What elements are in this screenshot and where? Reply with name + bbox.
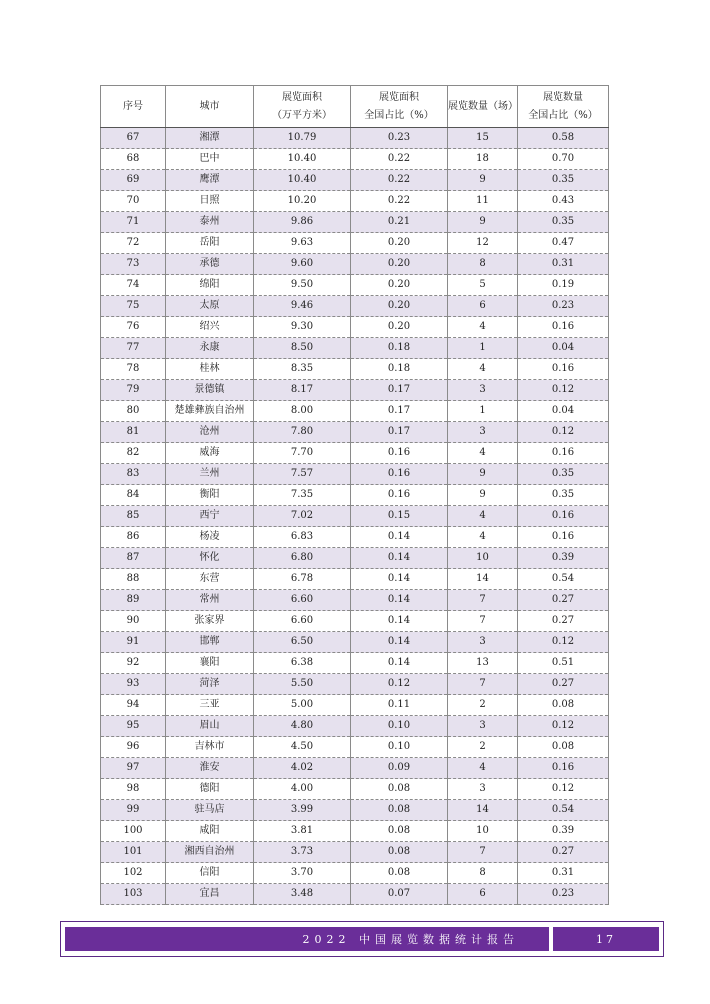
cell-count: 1 bbox=[448, 338, 518, 359]
cell-count: 10 bbox=[448, 821, 518, 842]
cell-count-share: 0.27 bbox=[518, 842, 609, 863]
cell-area: 10.40 bbox=[254, 149, 351, 170]
cell-count-share: 0.12 bbox=[518, 632, 609, 653]
cell-count-share: 0.16 bbox=[518, 317, 609, 338]
cell-count-share: 0.12 bbox=[518, 779, 609, 800]
table-row bbox=[101, 317, 609, 338]
cell-area: 10.79 bbox=[254, 128, 351, 149]
cell-area-share: 0.10 bbox=[351, 737, 448, 758]
header-area: 展览面积 （万平方米） bbox=[254, 86, 351, 128]
table-row bbox=[101, 737, 609, 758]
cell-area: 6.50 bbox=[254, 632, 351, 653]
cell-area-share: 0.20 bbox=[351, 275, 448, 296]
table-row bbox=[101, 149, 609, 170]
cell-count: 9 bbox=[448, 464, 518, 485]
cell-count-share: 0.16 bbox=[518, 758, 609, 779]
cell-index: 99 bbox=[101, 800, 166, 821]
cell-area: 5.00 bbox=[254, 695, 351, 716]
cell-count-share: 0.35 bbox=[518, 464, 609, 485]
cell-area: 3.48 bbox=[254, 884, 351, 905]
cell-area: 7.02 bbox=[254, 506, 351, 527]
cell-area: 3.70 bbox=[254, 863, 351, 884]
cell-index: 103 bbox=[101, 884, 166, 905]
cell-count-share: 0.27 bbox=[518, 611, 609, 632]
cell-index: 79 bbox=[101, 380, 166, 401]
cell-city: 太原 bbox=[166, 296, 254, 317]
table-row bbox=[101, 590, 609, 611]
table-body bbox=[101, 128, 609, 905]
cell-city: 永康 bbox=[166, 338, 254, 359]
cell-area: 6.80 bbox=[254, 548, 351, 569]
cell-count: 7 bbox=[448, 674, 518, 695]
cell-area-share: 0.18 bbox=[351, 338, 448, 359]
cell-count: 8 bbox=[448, 863, 518, 884]
cell-count: 4 bbox=[448, 506, 518, 527]
cell-index: 94 bbox=[101, 695, 166, 716]
cell-count-share: 0.43 bbox=[518, 191, 609, 212]
cell-area-share: 0.11 bbox=[351, 695, 448, 716]
cell-city: 眉山 bbox=[166, 716, 254, 737]
cell-area-share: 0.08 bbox=[351, 779, 448, 800]
cell-count: 9 bbox=[448, 212, 518, 233]
cell-index: 69 bbox=[101, 170, 166, 191]
cell-count-share: 0.54 bbox=[518, 569, 609, 590]
cell-count-share: 0.70 bbox=[518, 149, 609, 170]
cell-count-share: 0.04 bbox=[518, 338, 609, 359]
cell-count: 4 bbox=[448, 359, 518, 380]
cell-count: 8 bbox=[448, 254, 518, 275]
header-area-share: 展览面积 全国占比（%） bbox=[351, 86, 448, 128]
cell-count: 2 bbox=[448, 737, 518, 758]
cell-area: 5.50 bbox=[254, 674, 351, 695]
cell-count-share: 0.35 bbox=[518, 170, 609, 191]
cell-area-share: 0.22 bbox=[351, 149, 448, 170]
cell-area-share: 0.14 bbox=[351, 548, 448, 569]
cell-area-share: 0.16 bbox=[351, 443, 448, 464]
cell-area-share: 0.08 bbox=[351, 821, 448, 842]
cell-index: 84 bbox=[101, 485, 166, 506]
cell-index: 73 bbox=[101, 254, 166, 275]
cell-index: 78 bbox=[101, 359, 166, 380]
cell-area-share: 0.08 bbox=[351, 842, 448, 863]
cell-count: 7 bbox=[448, 611, 518, 632]
cell-index: 96 bbox=[101, 737, 166, 758]
cell-count: 11 bbox=[448, 191, 518, 212]
cell-count-share: 0.58 bbox=[518, 128, 609, 149]
cell-index: 81 bbox=[101, 422, 166, 443]
footer-bar bbox=[65, 927, 659, 951]
cell-area: 6.83 bbox=[254, 527, 351, 548]
cell-count-share: 0.08 bbox=[518, 737, 609, 758]
cell-index: 90 bbox=[101, 611, 166, 632]
table-row bbox=[101, 380, 609, 401]
cell-area-share: 0.14 bbox=[351, 632, 448, 653]
cell-area-share: 0.09 bbox=[351, 758, 448, 779]
cell-area-share: 0.12 bbox=[351, 674, 448, 695]
cell-area: 9.46 bbox=[254, 296, 351, 317]
table-row bbox=[101, 464, 609, 485]
cell-area: 8.00 bbox=[254, 401, 351, 422]
cell-count-share: 0.31 bbox=[518, 254, 609, 275]
cell-count-share: 0.04 bbox=[518, 401, 609, 422]
cell-city: 岳阳 bbox=[166, 233, 254, 254]
header-count-share: 展览数量 全国占比（%） bbox=[518, 86, 609, 128]
cell-city: 东营 bbox=[166, 569, 254, 590]
table-row bbox=[101, 863, 609, 884]
cell-area: 4.00 bbox=[254, 779, 351, 800]
cell-area: 6.60 bbox=[254, 611, 351, 632]
footer-title: 2022 中国展览数据统计报告 bbox=[302, 933, 519, 946]
cell-count-share: 0.23 bbox=[518, 296, 609, 317]
cell-count-share: 0.27 bbox=[518, 674, 609, 695]
table-row bbox=[101, 170, 609, 191]
cell-city: 咸阳 bbox=[166, 821, 254, 842]
cell-area: 7.80 bbox=[254, 422, 351, 443]
cell-area: 10.20 bbox=[254, 191, 351, 212]
cell-count: 9 bbox=[448, 485, 518, 506]
cell-index: 71 bbox=[101, 212, 166, 233]
cell-city: 楚雄彝族自治州 bbox=[166, 401, 254, 422]
table-row bbox=[101, 233, 609, 254]
cell-count: 14 bbox=[448, 569, 518, 590]
cell-city: 湘西自治州 bbox=[166, 842, 254, 863]
cell-count: 4 bbox=[448, 317, 518, 338]
table-row bbox=[101, 275, 609, 296]
table-row bbox=[101, 695, 609, 716]
table-row bbox=[101, 632, 609, 653]
cell-city: 襄阳 bbox=[166, 653, 254, 674]
cell-city: 西宁 bbox=[166, 506, 254, 527]
cell-index: 72 bbox=[101, 233, 166, 254]
cell-index: 85 bbox=[101, 506, 166, 527]
cell-count-share: 0.35 bbox=[518, 212, 609, 233]
cell-city: 巴中 bbox=[166, 149, 254, 170]
cell-count-share: 0.16 bbox=[518, 443, 609, 464]
cell-area: 4.50 bbox=[254, 737, 351, 758]
cell-count: 2 bbox=[448, 695, 518, 716]
cell-count-share: 0.23 bbox=[518, 884, 609, 905]
cell-city: 威海 bbox=[166, 443, 254, 464]
cell-count-share: 0.16 bbox=[518, 359, 609, 380]
table-row bbox=[101, 569, 609, 590]
cell-count: 7 bbox=[448, 590, 518, 611]
cell-area-share: 0.20 bbox=[351, 233, 448, 254]
table-row bbox=[101, 212, 609, 233]
cell-count: 3 bbox=[448, 779, 518, 800]
cell-index: 91 bbox=[101, 632, 166, 653]
cell-index: 101 bbox=[101, 842, 166, 863]
cell-city: 淮安 bbox=[166, 758, 254, 779]
cell-index: 93 bbox=[101, 674, 166, 695]
cell-area-share: 0.07 bbox=[351, 884, 448, 905]
table-row bbox=[101, 653, 609, 674]
cell-count-share: 0.31 bbox=[518, 863, 609, 884]
cell-area: 7.57 bbox=[254, 464, 351, 485]
cell-area: 3.99 bbox=[254, 800, 351, 821]
cell-area-share: 0.16 bbox=[351, 485, 448, 506]
cell-area: 3.81 bbox=[254, 821, 351, 842]
cell-city: 菏泽 bbox=[166, 674, 254, 695]
table-row bbox=[101, 821, 609, 842]
header-index: 序号 bbox=[101, 86, 166, 128]
cell-area-share: 0.17 bbox=[351, 401, 448, 422]
cell-index: 80 bbox=[101, 401, 166, 422]
cell-index: 77 bbox=[101, 338, 166, 359]
cell-area: 6.38 bbox=[254, 653, 351, 674]
table-row bbox=[101, 506, 609, 527]
cell-count-share: 0.47 bbox=[518, 233, 609, 254]
cell-city: 鹰潭 bbox=[166, 170, 254, 191]
cell-area: 8.50 bbox=[254, 338, 351, 359]
cell-area-share: 0.14 bbox=[351, 590, 448, 611]
table-row bbox=[101, 191, 609, 212]
cell-area-share: 0.17 bbox=[351, 380, 448, 401]
cell-area: 8.35 bbox=[254, 359, 351, 380]
cell-count: 4 bbox=[448, 758, 518, 779]
page-footer bbox=[60, 921, 664, 957]
cell-count-share: 0.12 bbox=[518, 422, 609, 443]
cell-city: 德阳 bbox=[166, 779, 254, 800]
cell-index: 75 bbox=[101, 296, 166, 317]
cell-index: 68 bbox=[101, 149, 166, 170]
cell-count: 3 bbox=[448, 380, 518, 401]
cell-area-share: 0.08 bbox=[351, 863, 448, 884]
cell-city: 桂林 bbox=[166, 359, 254, 380]
cell-area: 6.60 bbox=[254, 590, 351, 611]
cell-area: 8.17 bbox=[254, 380, 351, 401]
cell-count-share: 0.12 bbox=[518, 380, 609, 401]
cell-count: 3 bbox=[448, 422, 518, 443]
table-row bbox=[101, 800, 609, 821]
cell-area: 4.80 bbox=[254, 716, 351, 737]
cell-count-share: 0.16 bbox=[518, 506, 609, 527]
cell-area-share: 0.20 bbox=[351, 317, 448, 338]
cell-city: 张家界 bbox=[166, 611, 254, 632]
cell-city: 日照 bbox=[166, 191, 254, 212]
cell-count-share: 0.39 bbox=[518, 548, 609, 569]
cell-count: 5 bbox=[448, 275, 518, 296]
table-row bbox=[101, 611, 609, 632]
cell-area-share: 0.15 bbox=[351, 506, 448, 527]
cell-index: 82 bbox=[101, 443, 166, 464]
cell-area: 9.60 bbox=[254, 254, 351, 275]
cell-count: 10 bbox=[448, 548, 518, 569]
cell-count: 12 bbox=[448, 233, 518, 254]
cell-area-share: 0.20 bbox=[351, 254, 448, 275]
table-row bbox=[101, 884, 609, 905]
page-number: 17 bbox=[596, 932, 616, 946]
cell-area-share: 0.22 bbox=[351, 170, 448, 191]
table-row bbox=[101, 527, 609, 548]
cell-area: 10.40 bbox=[254, 170, 351, 191]
cell-index: 67 bbox=[101, 128, 166, 149]
cell-index: 88 bbox=[101, 569, 166, 590]
cell-area-share: 0.21 bbox=[351, 212, 448, 233]
cell-area-share: 0.14 bbox=[351, 653, 448, 674]
cell-city: 杨凌 bbox=[166, 527, 254, 548]
cell-index: 100 bbox=[101, 821, 166, 842]
cell-index: 98 bbox=[101, 779, 166, 800]
cell-count: 7 bbox=[448, 842, 518, 863]
table-row bbox=[101, 842, 609, 863]
cell-city: 兰州 bbox=[166, 464, 254, 485]
cell-area-share: 0.17 bbox=[351, 422, 448, 443]
cell-count: 6 bbox=[448, 296, 518, 317]
cell-city: 沧州 bbox=[166, 422, 254, 443]
exhibition-stats-table bbox=[100, 85, 609, 905]
cell-count: 4 bbox=[448, 443, 518, 464]
table-row bbox=[101, 758, 609, 779]
table-row bbox=[101, 254, 609, 275]
table-row bbox=[101, 716, 609, 737]
cell-city: 怀化 bbox=[166, 548, 254, 569]
cell-city: 邯郸 bbox=[166, 632, 254, 653]
cell-index: 102 bbox=[101, 863, 166, 884]
cell-count: 15 bbox=[448, 128, 518, 149]
cell-area: 7.35 bbox=[254, 485, 351, 506]
cell-city: 宜昌 bbox=[166, 884, 254, 905]
cell-count: 18 bbox=[448, 149, 518, 170]
cell-area-share: 0.14 bbox=[351, 569, 448, 590]
cell-count-share: 0.27 bbox=[518, 590, 609, 611]
table-row bbox=[101, 401, 609, 422]
cell-city: 三亚 bbox=[166, 695, 254, 716]
data-table-container bbox=[100, 85, 608, 905]
cell-area-share: 0.23 bbox=[351, 128, 448, 149]
table-header-row bbox=[101, 86, 609, 128]
cell-count: 6 bbox=[448, 884, 518, 905]
cell-index: 86 bbox=[101, 527, 166, 548]
cell-count: 3 bbox=[448, 716, 518, 737]
cell-city: 承德 bbox=[166, 254, 254, 275]
cell-city: 绍兴 bbox=[166, 317, 254, 338]
cell-index: 74 bbox=[101, 275, 166, 296]
cell-index: 83 bbox=[101, 464, 166, 485]
cell-area: 6.78 bbox=[254, 569, 351, 590]
cell-area-share: 0.22 bbox=[351, 191, 448, 212]
cell-count: 1 bbox=[448, 401, 518, 422]
cell-city: 吉林市 bbox=[166, 737, 254, 758]
cell-count-share: 0.08 bbox=[518, 695, 609, 716]
cell-area: 9.30 bbox=[254, 317, 351, 338]
cell-count-share: 0.35 bbox=[518, 485, 609, 506]
cell-city: 湘潭 bbox=[166, 128, 254, 149]
cell-area: 9.50 bbox=[254, 275, 351, 296]
cell-city: 常州 bbox=[166, 590, 254, 611]
cell-count: 3 bbox=[448, 632, 518, 653]
cell-index: 70 bbox=[101, 191, 166, 212]
table-row bbox=[101, 443, 609, 464]
cell-city: 景德镇 bbox=[166, 380, 254, 401]
cell-count: 4 bbox=[448, 527, 518, 548]
cell-count-share: 0.39 bbox=[518, 821, 609, 842]
cell-index: 97 bbox=[101, 758, 166, 779]
table-row bbox=[101, 485, 609, 506]
cell-area: 3.73 bbox=[254, 842, 351, 863]
cell-count-share: 0.19 bbox=[518, 275, 609, 296]
cell-count-share: 0.54 bbox=[518, 800, 609, 821]
cell-index: 95 bbox=[101, 716, 166, 737]
cell-city: 泰州 bbox=[166, 212, 254, 233]
cell-area-share: 0.16 bbox=[351, 464, 448, 485]
table-row bbox=[101, 338, 609, 359]
cell-area: 4.02 bbox=[254, 758, 351, 779]
header-city: 城市 bbox=[166, 86, 254, 128]
table-row bbox=[101, 548, 609, 569]
cell-area-share: 0.08 bbox=[351, 800, 448, 821]
cell-area-share: 0.14 bbox=[351, 611, 448, 632]
cell-count: 9 bbox=[448, 170, 518, 191]
cell-area-share: 0.18 bbox=[351, 359, 448, 380]
cell-area-share: 0.20 bbox=[351, 296, 448, 317]
cell-city: 衡阳 bbox=[166, 485, 254, 506]
cell-area: 9.86 bbox=[254, 212, 351, 233]
cell-index: 89 bbox=[101, 590, 166, 611]
cell-city: 驻马店 bbox=[166, 800, 254, 821]
table-row bbox=[101, 128, 609, 149]
header-count: 展览数量（场） bbox=[448, 86, 518, 128]
cell-count-share: 0.51 bbox=[518, 653, 609, 674]
cell-count-share: 0.16 bbox=[518, 527, 609, 548]
table-row bbox=[101, 296, 609, 317]
cell-index: 76 bbox=[101, 317, 166, 338]
cell-index: 92 bbox=[101, 653, 166, 674]
cell-area: 7.70 bbox=[254, 443, 351, 464]
cell-area-share: 0.14 bbox=[351, 527, 448, 548]
cell-city: 绵阳 bbox=[166, 275, 254, 296]
cell-count: 14 bbox=[448, 800, 518, 821]
cell-area-share: 0.10 bbox=[351, 716, 448, 737]
cell-count: 13 bbox=[448, 653, 518, 674]
table-row bbox=[101, 359, 609, 380]
cell-area: 9.63 bbox=[254, 233, 351, 254]
cell-count-share: 0.12 bbox=[518, 716, 609, 737]
cell-index: 87 bbox=[101, 548, 166, 569]
table-row bbox=[101, 779, 609, 800]
table-row bbox=[101, 674, 609, 695]
cell-city: 信阳 bbox=[166, 863, 254, 884]
table-row bbox=[101, 422, 609, 443]
